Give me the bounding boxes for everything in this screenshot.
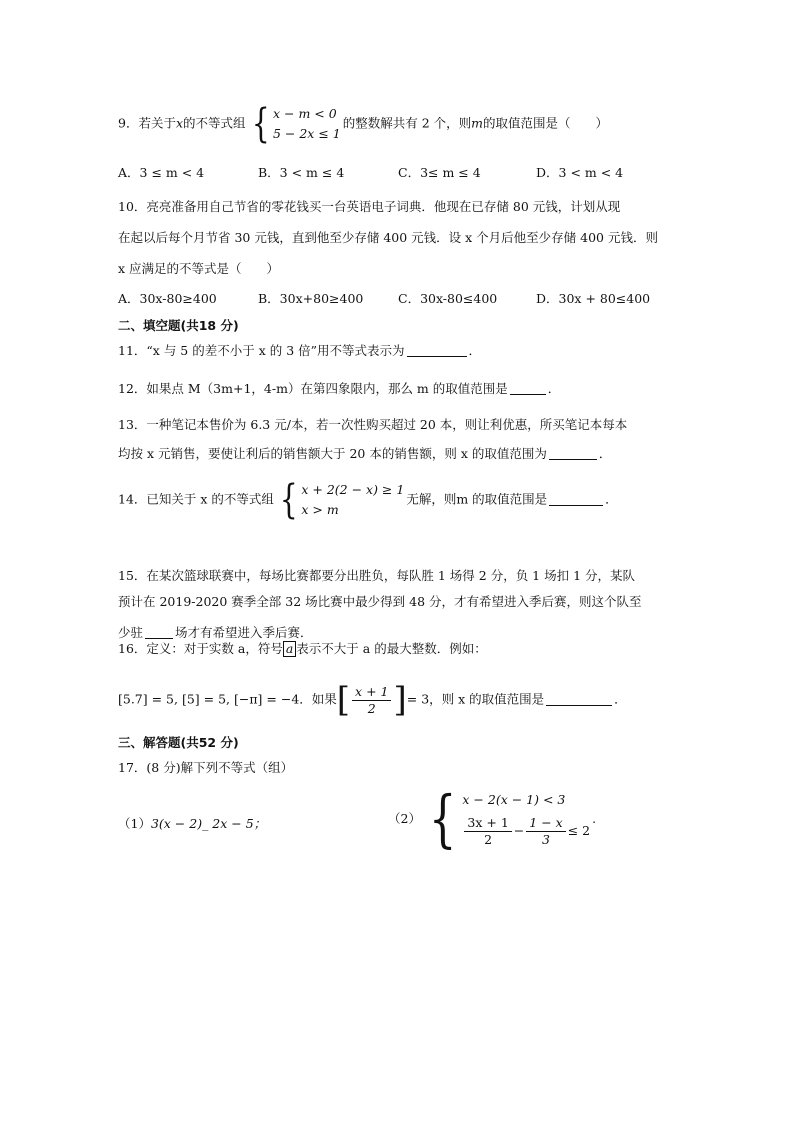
q17-part-1-label: （1） bbox=[118, 816, 151, 831]
q10-option-c: C．30x-80≤400 bbox=[398, 291, 498, 306]
q9-option-d: D．3 < m < 4 bbox=[536, 165, 624, 180]
q16-text-post: 表示不大于 a 的最大整数．例如： bbox=[296, 641, 487, 656]
q17-part-2-label: （2） bbox=[388, 811, 421, 826]
q11-end: ． bbox=[468, 343, 482, 358]
q16-floor-bracket: a bbox=[283, 641, 296, 657]
q15-text-pre: 少驻 bbox=[118, 625, 144, 640]
question-9 bbox=[118, 101, 609, 147]
q15-answer-blank[interactable] bbox=[145, 625, 173, 639]
q17-fraction-1-numerator: 3x + 1 bbox=[464, 815, 511, 832]
q9-option-b: B．3 < m ≤ 4 bbox=[258, 165, 345, 180]
q17-part-2-end: . bbox=[592, 811, 597, 826]
q13-line-1: 13．一种笔记本售价为 6.3 元/本，若一次性购买超过 20 本，则让利优惠，所买笔记本每本 bbox=[118, 417, 628, 432]
q17-fraction-1-denominator: 2 bbox=[484, 832, 493, 847]
q14-system-row-2: x > m bbox=[301, 502, 339, 517]
q17-part-1 bbox=[118, 815, 266, 833]
q14-brace: { bbox=[279, 477, 298, 523]
q17-fraction-1 bbox=[464, 815, 511, 848]
question-11 bbox=[118, 342, 481, 360]
q10-option-a: A．30x-80≥400 bbox=[118, 291, 217, 306]
q9-var-x: x bbox=[175, 115, 184, 131]
q14-answer-blank[interactable] bbox=[549, 492, 603, 506]
section-2-heading: 二、填空题(共18 分) bbox=[118, 318, 239, 333]
q9-text-end: 的取值范围是（ ） bbox=[483, 115, 609, 131]
q17-minus-sign: − bbox=[513, 823, 525, 838]
q17-inequality-rest: ≤ 2 bbox=[567, 823, 591, 838]
q10-line-1: 10．亮亮准备用自己节省的零花钱买一台英语电子词典．他现在已存储 80 元钱，计划从现 bbox=[118, 199, 621, 214]
q17-fraction-2 bbox=[526, 815, 565, 848]
q9-var-m: m bbox=[471, 115, 483, 131]
q15-line-1: 15．在某次篮球联赛中，每场比赛都要分出胜负，每队胜 1 场得 2 分，负 1 场扣 1 分，某队 bbox=[118, 568, 636, 583]
q17-part-2 bbox=[388, 782, 597, 855]
q16-left-bracket: [ bbox=[336, 680, 351, 720]
question-12 bbox=[118, 380, 560, 398]
q17-system-row-1: x − 2(x − 1) < 3 bbox=[462, 792, 566, 807]
q9-system-row-1: x − m < 0 bbox=[272, 106, 337, 121]
q16-fraction-numerator: x + 1 bbox=[352, 684, 391, 701]
q16-text-pre: 16．定义：对于实数 a，符号 bbox=[118, 641, 283, 656]
q9-system-row-2: 5 − 2x ≤ 1 bbox=[272, 126, 341, 141]
q17-system bbox=[423, 782, 591, 855]
q9-brace: { bbox=[251, 101, 270, 147]
q16-fraction bbox=[352, 684, 391, 717]
question-14 bbox=[118, 477, 618, 523]
q11-answer-blank[interactable] bbox=[407, 343, 467, 357]
q14-system bbox=[276, 477, 405, 523]
q9-text-pre: 9．若关于 bbox=[118, 115, 176, 131]
q12-answer-blank[interactable] bbox=[510, 381, 546, 395]
q17-brace: { bbox=[428, 782, 457, 855]
q14-system-row-1: x + 2(2 − x) ≥ 1 bbox=[301, 482, 405, 497]
q12-text: 12．如果点 M（3m+1，4-m）在第四象限内，那么 m 的取值范围是 bbox=[118, 381, 508, 396]
q13-answer-blank[interactable] bbox=[549, 446, 597, 460]
q13-line-2 bbox=[118, 445, 611, 463]
question-16 bbox=[118, 640, 487, 658]
q14-text-pre: 14．已知关于 x 的不等式组 bbox=[118, 491, 274, 507]
q13-text: 均按 x 元销售，要使让利后的销售额大于 20 本的销售额，则 x 的取值范围为 bbox=[118, 446, 547, 461]
q16-line-2 bbox=[118, 680, 627, 720]
q9-system bbox=[248, 101, 341, 147]
q16-examples: [5.7] = 5, [5] = 5, [−π] = −4．如果 bbox=[118, 691, 337, 707]
q9-option-a: A．3 ≤ m < 4 bbox=[118, 165, 205, 180]
q10-line-3: x 应满足的不等式是（ ） bbox=[118, 261, 280, 276]
q14-end: ． bbox=[605, 491, 618, 507]
q12-end: ． bbox=[547, 381, 561, 396]
q17-title: 17．(8 分)解下列不等式（组） bbox=[118, 760, 294, 775]
q10-option-b: B．30x+80≥400 bbox=[258, 291, 364, 306]
q16-condition: = 3，则 x 的取值范围是 bbox=[406, 691, 545, 707]
section-3-heading: 三、解答题(共52 分) bbox=[118, 735, 239, 750]
q17-part-1-inequality: 3(x − 2)_ 2x − 5； bbox=[150, 816, 267, 831]
q11-text: 11．“x 与 5 的差不小于 x 的 3 倍”用不等式表示为 bbox=[118, 343, 405, 358]
q15-line-2: 预计在 2019-2020 赛季全部 32 场比赛中最少得到 48 分，才有希望进入季后赛，则这个队至 bbox=[118, 594, 642, 609]
q13-end: ． bbox=[598, 446, 612, 461]
q14-text-post: 无解，则m 的取值范围是 bbox=[406, 491, 548, 507]
q16-end: ． bbox=[614, 691, 627, 707]
q9-text-post: 的整数解共有 2 个，则 bbox=[342, 115, 472, 131]
q17-fraction-2-numerator: 1 − x bbox=[526, 815, 565, 832]
q10-line-2: 在起以后每个月节省 30 元钱，直到他至少存储 400 元钱．设 x 个月后他至少存储 400 元钱．则 bbox=[118, 230, 658, 245]
q10-option-d: D．30x + 80≤400 bbox=[536, 291, 651, 306]
q9-text-mid: 的不等式组 bbox=[183, 115, 246, 131]
q9-option-c: C．3≤ m ≤ 4 bbox=[398, 165, 481, 180]
q15-text-post: 场才有希望进入季后赛． bbox=[175, 625, 313, 640]
q17-fraction-2-denominator: 3 bbox=[542, 832, 550, 847]
q16-right-bracket: ] bbox=[393, 680, 407, 720]
q16-fraction-denominator: 2 bbox=[367, 700, 376, 716]
q16-answer-blank[interactable] bbox=[546, 692, 612, 706]
q17-system-row-2 bbox=[462, 812, 590, 850]
